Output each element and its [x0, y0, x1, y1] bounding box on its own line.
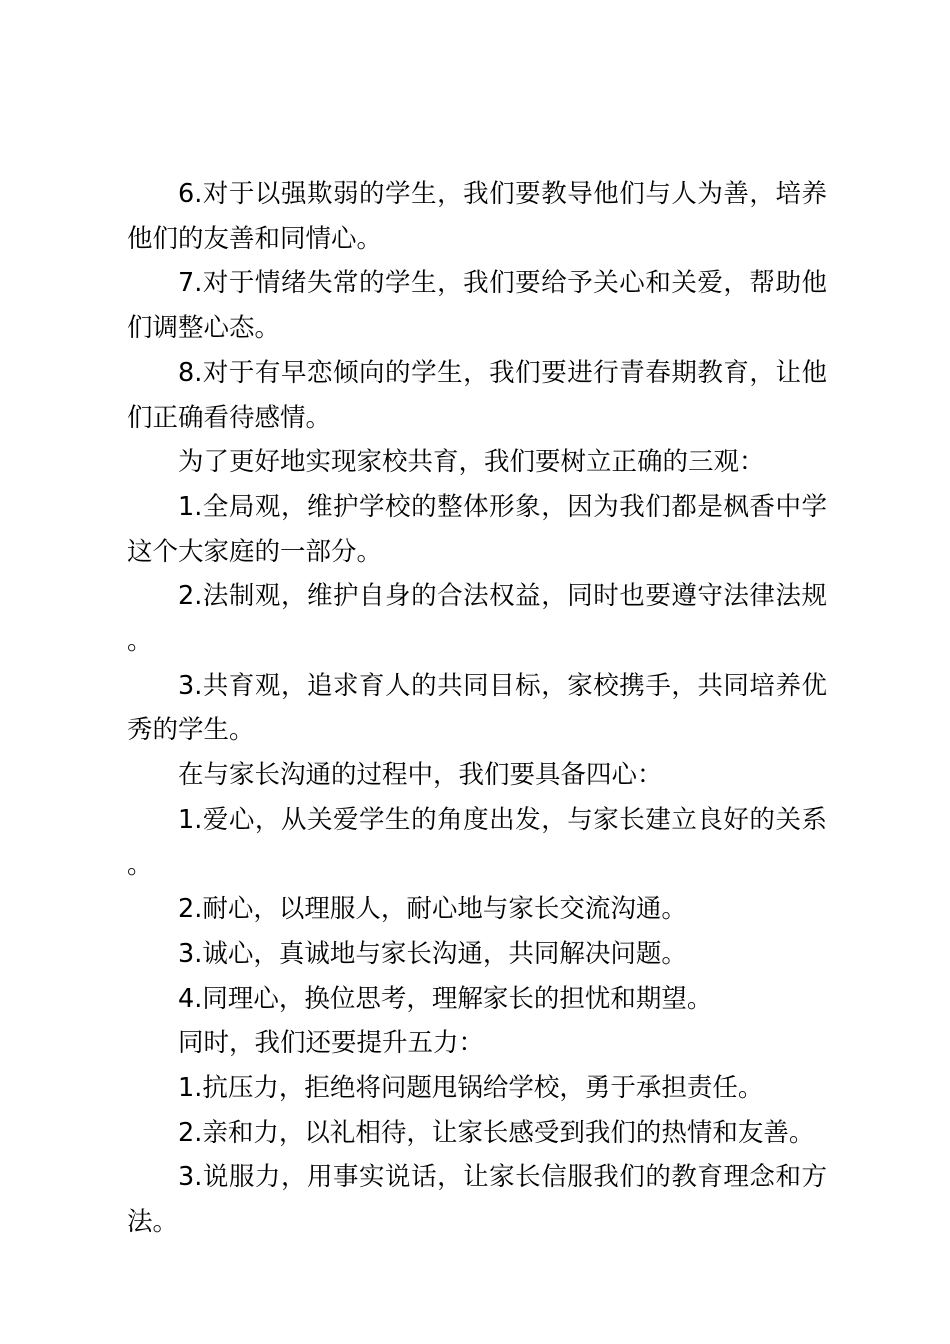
section-intro-paragraph: 为了更好地实现家校共育，我们要树立正确的三观： — [178, 447, 765, 478]
section-intro-paragraph: 在与家长沟通的过程中，我们要具备四心： — [178, 760, 663, 791]
paragraph: 2.耐心，以理服人，耐心地与家长交流沟通。 — [178, 894, 687, 925]
paragraph: 6.对于以强欺弱的学生，我们要教导他们与人为善，培养他们的友善和同情心。 — [127, 179, 827, 254]
paragraph: 8.对于有早恋倾向的学生，我们要进行青春期教育，让他们正确看待感情。 — [127, 357, 827, 433]
paragraph: 2.法制观，维护自身的合法权益，同时也要遵守法律法规。 — [127, 581, 827, 657]
section-intro-paragraph: 同时，我们还要提升五力： — [178, 1028, 485, 1059]
paragraph: 7.对于情绪失常的学生，我们要给予关心和关爱，帮助他们调整心态。 — [127, 268, 827, 344]
paragraph: 2.亲和力，以礼相待，让家长感受到我们的热情和友善。 — [178, 1117, 815, 1148]
paragraph: 1.全局观，维护学校的整体形象，因为我们都是枫香中学这个大家庭的一部分。 — [127, 491, 827, 567]
paragraph: 3.说服力，用事实说话，让家长信服我们的教育理念和方法。 — [127, 1162, 827, 1238]
paragraph: 3.共育观，追求育人的共同目标，家校携手，共同培养优秀的学生。 — [127, 670, 827, 746]
paragraph: 1.爱心，从关爱学生的角度出发，与家长建立良好的关系。 — [127, 804, 827, 880]
document-body — [127, 172, 827, 1245]
paragraph: 4.同理心，换位思考，理解家长的担忧和期望。 — [178, 983, 713, 1014]
paragraph: 3.诚心，真诚地与家长沟通，共同解决问题。 — [178, 938, 687, 969]
paragraph: 1.抗压力，拒绝将问题甩锅给学校，勇于承担责任。 — [178, 1073, 764, 1104]
